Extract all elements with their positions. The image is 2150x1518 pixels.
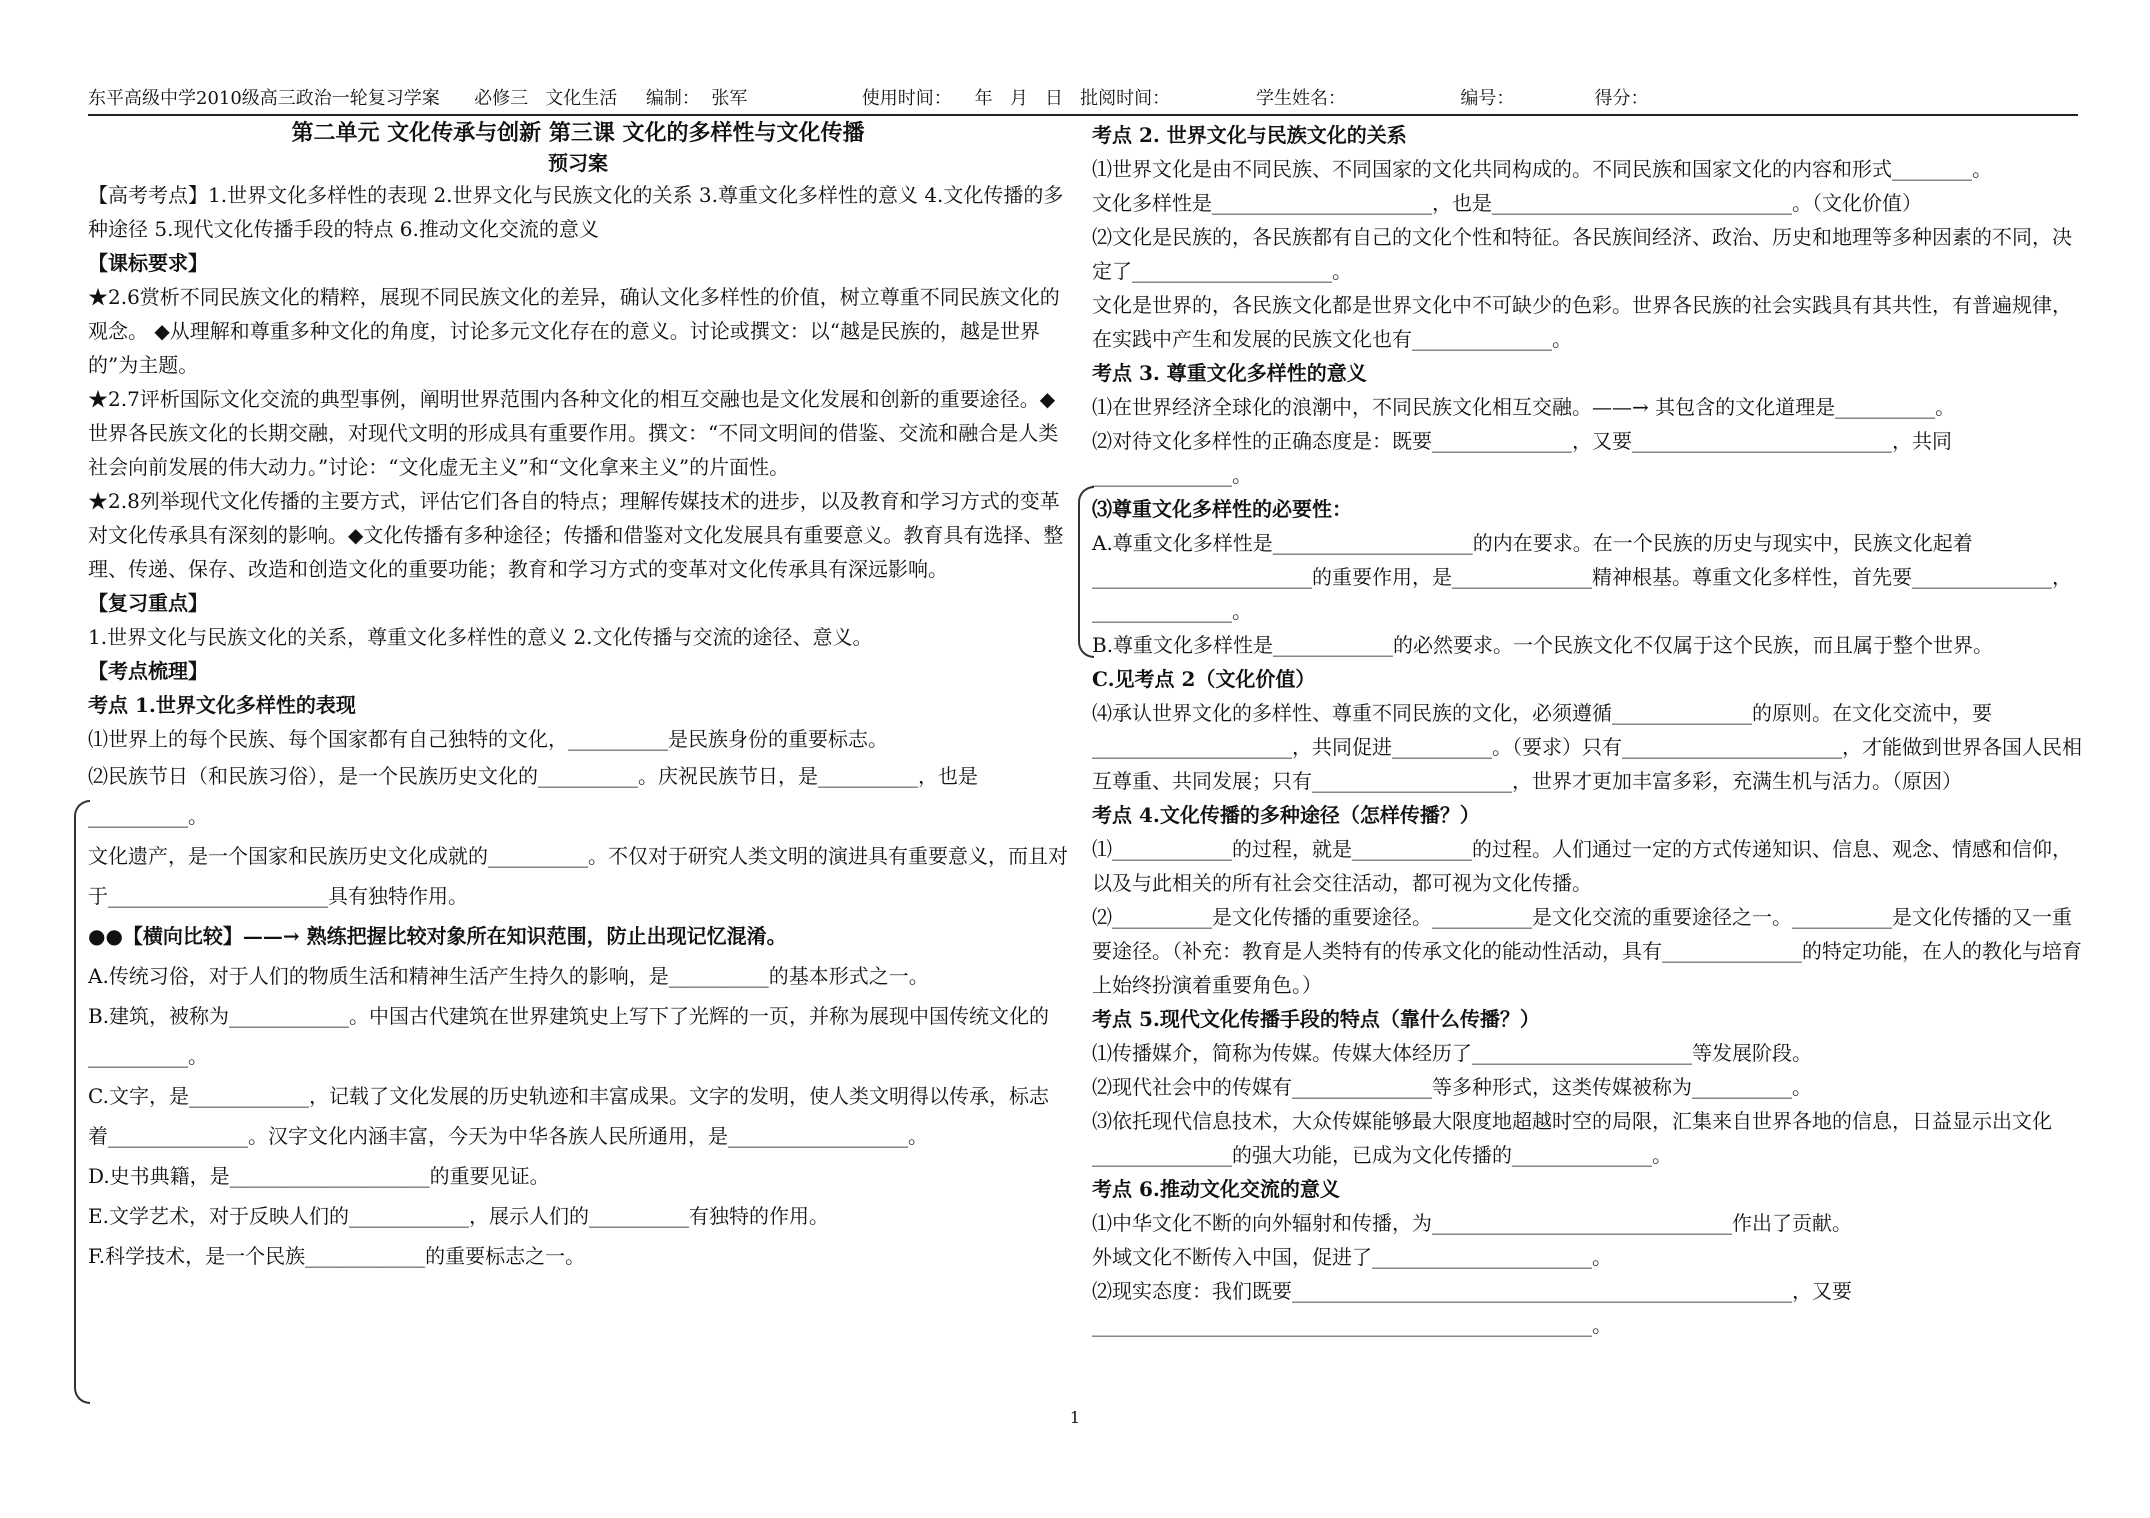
text-line: ●●【横向比较】——→ 熟练把握比较对象所在知识范围，防止出现记忆混淆。	[88, 924, 787, 948]
text-line: D.史书典籍，是____________________的重要见证。	[88, 1164, 550, 1188]
text-line: ⑵民族节日（和民族习俗），是一个民族历史文化的__________。庆祝民族节日，是__________，也是__________。	[88, 764, 978, 828]
text-line: 考点 6.推动文化交流的意义	[1092, 1177, 1340, 1201]
text-line: 【考点梳理】	[88, 659, 208, 683]
text-line: 考点 4.文化传播的多种途径（怎样传播？）	[1092, 803, 1480, 827]
text-line: ⑴世界文化是由不同民族、不同国家的文化共同构成的。不同民族和国家文化的内容和形式________。	[1092, 157, 1992, 181]
document-header: 东平高级中学2010级高三政治一轮复习学案 必修三 文化生活 编制： 张军 使用时间： 年 月 日 批阅时间： 学生姓名： 编号： 得分：	[88, 84, 2078, 116]
text-line: ⑴中华文化不断的向外辐射和传播，为______________________________作出了贡献。	[1092, 1211, 1852, 1235]
text-line: ⑵对待文化多样性的正确态度是：既要______________，又要__________________________，共同______________。	[1092, 429, 1952, 487]
text-line: 文化是世界的，各民族文化都是世界文化中不可缺少的色彩。世界各民族的社会实践具有其共性，有普遍规律，在实践中产生和发展的民族文化也有______________。	[1092, 293, 2072, 351]
text-line: ⑶尊重文化多样性的必要性：	[1092, 497, 1352, 521]
text-line: B.建筑，被称为____________。中国古代建筑在世界建筑史上写下了光辉的一页，并称为展现中国传统文化的__________。	[88, 1004, 1050, 1068]
text-line: 【高考考点】1.世界文化多样性的表现 2.世界文化与民族文化的关系 3.尊重文化多样性的意义 4.文化传播的多种途径 5.现代文化传播手段的特点 6.推动文化交流的意义	[88, 183, 1064, 241]
text-line: 考点 1.世界文化多样性的表现	[88, 693, 356, 717]
text-line: C.见考点 2（文化价值）	[1092, 667, 1316, 691]
text-line: A.传统习俗，对于人们的物质生活和精神生活产生持久的影响，是__________的基本形式之一。	[88, 964, 929, 988]
text-line: ⑵现代社会中的传媒有______________等多种形式，这类传媒被称为__________。	[1092, 1075, 1812, 1099]
text-line: 【复习重点】	[88, 591, 208, 615]
text-line: ⑴世界上的每个民族、每个国家都有自己独特的文化，__________是民族身份的重要标志。	[88, 727, 888, 751]
text-line: 考点 2. 世界文化与民族文化的关系	[1092, 123, 1407, 147]
text-line: ⑵__________是文化传播的重要途径。__________是文化交流的重要途径之一。__________是文化传播的又一重要途径。（补充：教育是人类特有的传承文化的能动性活动，具有______________的特定功能，在人的教化与培育上始终扮演着重要角色。）	[1092, 905, 2082, 997]
text-line: 文化多样性是______________________，也是______________________________。（文化价值）	[1092, 191, 1922, 215]
right-column	[1092, 118, 2082, 1342]
text-line: ★2.7评析国际文化交流的典型事例，阐明世界范围内各种文化的相互交融也是文化发展和创新的重要途径。◆世界各民族文化的长期交融，对现代文明的形成具有重要作用。撰文：“不同文明间的借鉴、交流和融合是人类社会向前发展的伟大动力。”讨论：“文化虚无主义”和“文化拿来主义”的片面性。	[88, 387, 1059, 479]
text-line: ⑶依托现代信息技术，大众传媒能够最大限度地超越时空的局限，汇集来自世界各地的信息，日益显示出文化______________的强大功能，已成为文化传播的______________。	[1092, 1109, 2052, 1167]
text-line: 预习案	[548, 151, 608, 175]
text-line: B.尊重文化多样性是____________的必然要求。一个民族文化不仅属于这个民族，而且属于整个世界。	[1092, 633, 1994, 657]
left-column	[88, 118, 1068, 1276]
right-brace	[1078, 486, 1094, 658]
text-line: E.文学艺术，对于反映人们的____________，展示人们的__________有独特的作用。	[88, 1204, 829, 1228]
text-line: 1.世界文化与民族文化的关系，尊重文化多样性的意义 2.文化传播与交流的途径、意义。	[88, 625, 873, 649]
text-line: ★2.8列举现代文化传播的主要方式，评估它们各自的特点；理解传媒技术的进步，以及教育和学习方式的变革对文化传承具有深刻的影响。◆文化传播有多种途径；传播和借鉴对文化发展具有重要意义。教育具有选择、整理、传递、保存、改造和创造文化的重要功能；教育和学习方式的变革对文化传承具有深远影响。	[88, 489, 1064, 581]
text-line: ⑵现实态度：我们既要__________________________________________________，又要__________________________________________________。	[1092, 1279, 1852, 1337]
text-line: 外域文化不断传入中国，促进了______________________。	[1092, 1245, 1612, 1269]
page-number: 1	[1069, 1408, 1081, 1427]
text-line: C.文字，是____________，记载了文化发展的历史轨迹和丰富成果。文字的发明，使人类文明得以传承，标志着______________。汉字文化内涵丰富，今天为中华各族人民所通用，是__________________。	[88, 1084, 1049, 1148]
text-line: ⑷承认世界文化的多样性、尊重不同民族的文化，必须遵循______________的原则。在文化交流中，要____________________，共同促进__________。（要求）只有______________________，才能做到世界各国人民相互尊重、共同发展；只有____________________，世界才更加丰富多彩，充满生机与活力。（原因）	[1092, 701, 2082, 793]
text-line: 第二单元 文化传承与创新 第三课 文化的多样性与文化传播	[291, 120, 865, 146]
text-line: ⑴传播媒介，简称为传媒。传媒大体经历了______________________等发展阶段。	[1092, 1041, 1812, 1065]
text-line: 考点 5.现代文化传播手段的特点（靠什么传播？）	[1092, 1007, 1540, 1031]
text-line: ⑴____________的过程，就是____________的过程。人们通过一定的方式传递知识、信息、观念、情感和信仰，以及与此相关的所有社会交往活动，都可视为文化传播。	[1092, 837, 2072, 895]
text-line: 【课标要求】	[88, 251, 208, 275]
text-line: ⑵文化是民族的，各民族都有自己的文化个性和特征。各民族间经济、政治、历史和地理等多种因素的不同，决定了____________________。	[1092, 225, 2072, 283]
text-line: ⑴在世界经济全球化的浪潮中，不同民族文化相互交融。——→ 其包含的文化道理是__________。	[1092, 395, 1956, 419]
text-line: A.尊重文化多样性是____________________的内在要求。在一个民族的历史与现实中，民族文化起着______________________的重要作用，是______________精神根基。尊重文化多样性，首先要______________，______________。	[1092, 531, 2072, 623]
text-line: 考点 3. 尊重文化多样性的意义	[1092, 361, 1367, 385]
left-brace	[74, 800, 90, 1404]
text-line: F.科学技术，是一个民族____________的重要标志之一。	[88, 1244, 586, 1268]
text-line: 文化遗产，是一个国家和民族历史文化成就的__________。不仅对于研究人类文明的演进具有重要意义，而且对于______________________具有独特作用。	[88, 844, 1068, 908]
text-line: ★2.6赏析不同民族文化的精粹，展现不同民族文化的差异，确认文化多样性的价值，树立尊重不同民族文化的观念。 ◆从理解和尊重多种文化的角度，讨论多元文化存在的意义。讨论或撰文：以“越是民族的，越是世界的”为主题。	[88, 285, 1060, 377]
